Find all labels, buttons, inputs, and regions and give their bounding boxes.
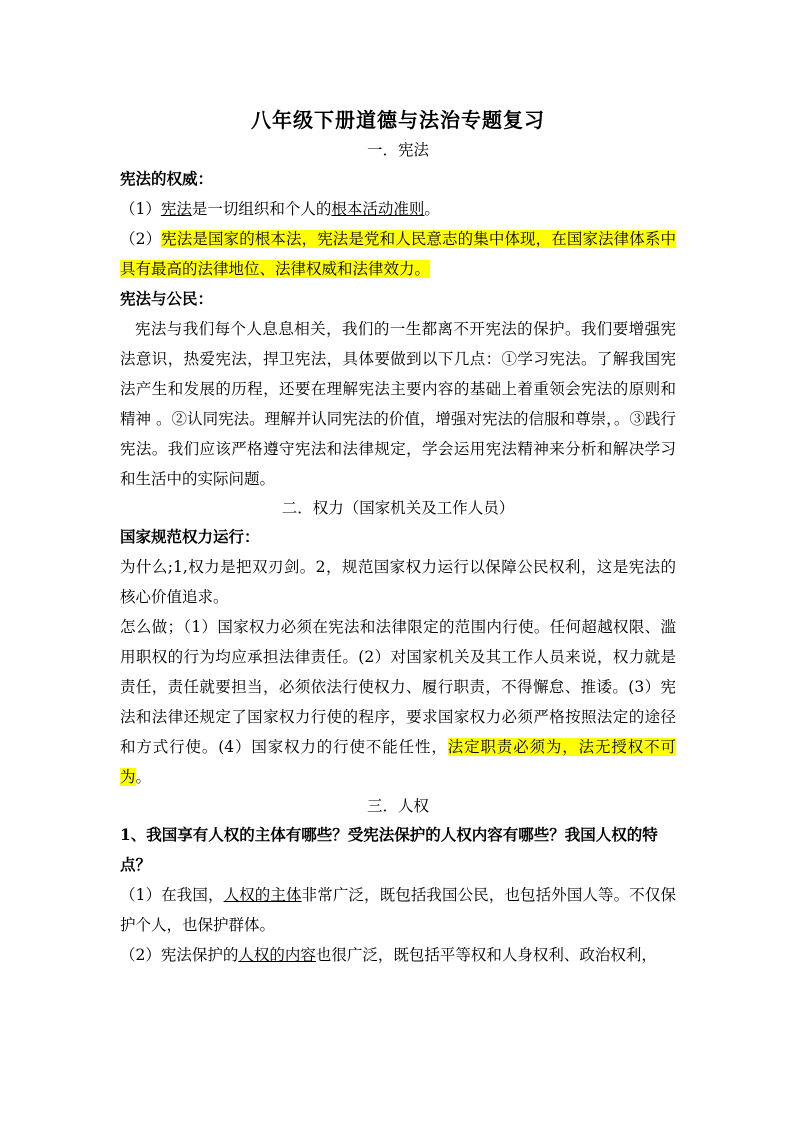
paragraph-power-how: 怎么做；（1）国家权力必须在宪法和法律限定的范围内行使。任何超越权限、滥用职权的行为均应承担法律责任。(2）对国家机关及其工作人员来说，权力就是责任，责任就要担当，必须依法行使权力、履行职责，不得懈怠、推诿。(3）宪法和法律还规定了国家权力行使的程序，要求国家权力必须严格按照法定的途径和方式行使。(4）国家权力的行使不能任性，法定职责必须为，法无授权不可为。 — [120, 618, 676, 786]
paragraph-human-rights-content: （2）宪法保护的人权的内容也很广泛，既包括平等权和人身权利、政治权利， — [120, 946, 657, 964]
paragraph-constitution-citizens: 宪法与我们每个人息息相关，我们的一生都离不开宪法的保护。我们要增强宪法意识，热爱宪法，捍卫宪法，具体要做到以下几点：①学习宪法。了解我国宪法产生和发展的历程，还要在理解宪法主要内容的基础上着重领会宪法的原则和精神 。②认同宪法。理解并认同宪法的价值，增强对宪法的信服和尊崇，。③践行宪法。我们应该严格遵守宪法和法律规定，学会运用宪法精神来分析和解决学习和生活中的实际问题。 — [120, 320, 676, 488]
heading-constitution-citizens: 宪法与公民： — [120, 289, 214, 308]
heading-constitution-authority: 宪法的权威： — [120, 169, 214, 188]
section-title-power: 二．权力（国家机关及工作人员） — [281, 499, 515, 517]
document-content — [120, 104, 676, 970]
paragraph-authority-2: （2）宪法是国家的根本法，宪法是党和人民意志的集中体现，在国家法律体系中具有最高的法律地位、法律权威和法律效力。 — [120, 230, 676, 278]
underlined-term-rights-subject: 人权的主体 — [223, 886, 302, 904]
section-title-constitution: 一．宪法 — [366, 141, 429, 159]
underlined-term-fundamental-norm: 根本活动准则 — [331, 200, 425, 218]
heading-power-regulation: 国家规范权力运行： — [120, 527, 260, 546]
paragraph-power-why: 为什么;1,权力是把双刃剑。2，规范国家权力运行以保障公民权利，这是宪法的核心价值追求。 — [120, 558, 676, 606]
paragraph-authority-1: （1）宪法是一切组织和个人的根本活动准则。 — [120, 200, 440, 218]
heading-human-rights-question: 1、我国享有人权的主体有哪些？受宪法保护的人权内容有哪些？我国人权的特点？ — [120, 825, 658, 874]
highlighted-text-fundamental-law: 宪法是国家的根本法，宪法是党和人民意志的集中体现，在国家法律体系中具有最高的法律地位、法律权威和法律效力。 — [120, 230, 676, 278]
highlighted-text-legal-duty: 法定职责必须为，法无授权不可为 — [120, 738, 676, 786]
document-title: 八年级下册道德与法治专题复习 — [251, 108, 545, 132]
paragraph-human-rights-subject: （1）在我国，人权的主体非常广泛，既包括我国公民，也包括外国人等。不仅保护个人，也保护群体。 — [120, 886, 676, 934]
underlined-term-rights-content: 人权的内容 — [238, 946, 316, 964]
underlined-term-constitution: 宪法 — [160, 200, 192, 218]
section-title-human-rights: 三．人权 — [366, 797, 429, 815]
